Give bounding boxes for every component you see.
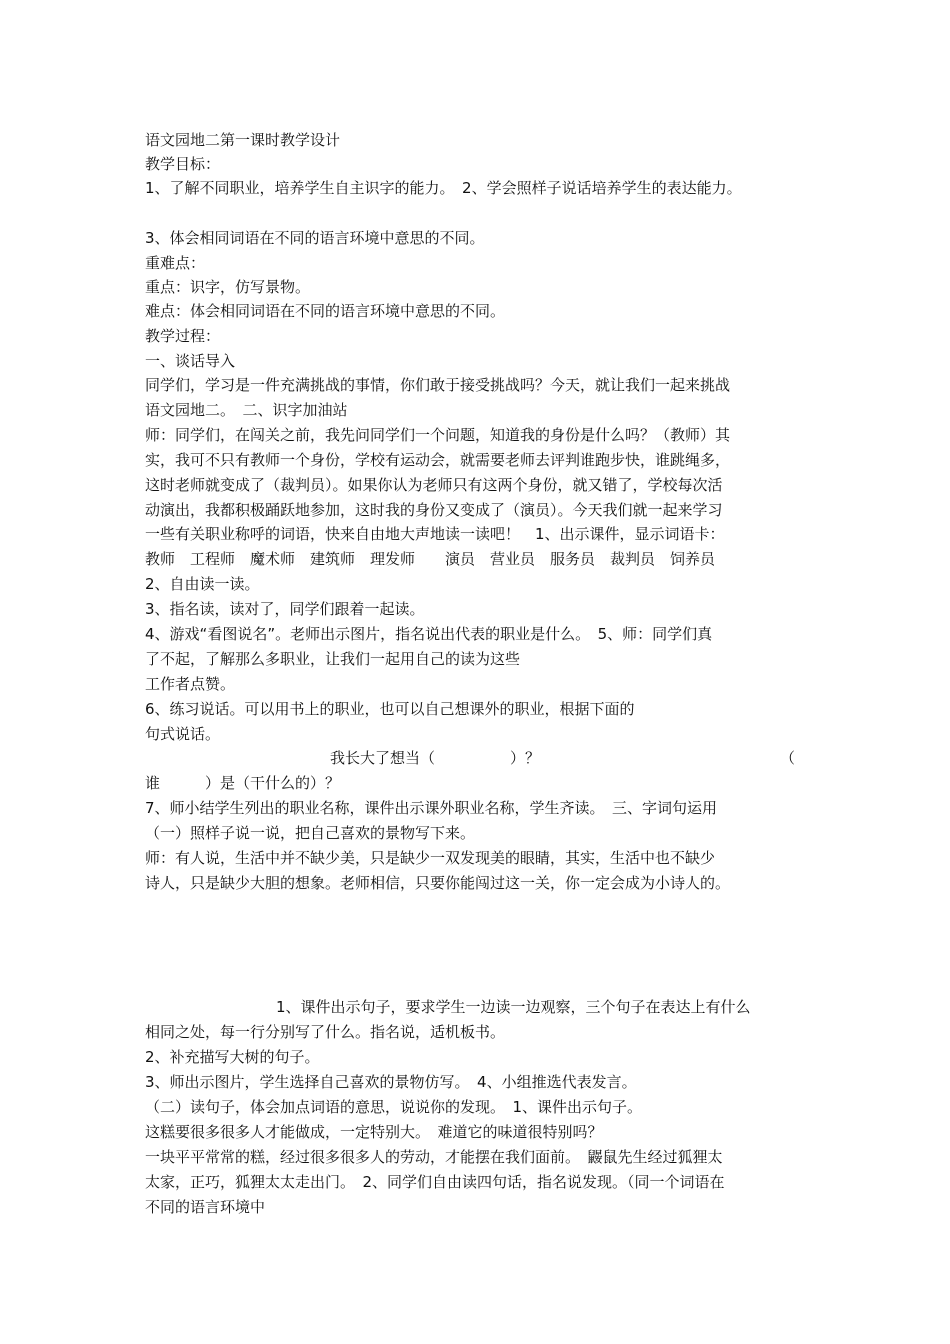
text-line: 一、谈话导入 <box>145 352 236 370</box>
text-line: 了不起，了解那么多职业，让我们一起用自己的读为这些 <box>145 650 521 668</box>
text-line: 4、游戏“看图说名”。老师出示图片，指名说出代表的职业是什么。 5、师：同学们真 <box>145 625 713 643</box>
sentence-pattern-bracket: （ <box>780 749 796 767</box>
page-title: 语文园地二第一课时教学设计 <box>145 131 341 149</box>
text-line: 师：有人说，生活中并不缺少美，只是缺少一双发现美的眼睛，其实，生活中也不缺少 <box>145 849 716 867</box>
text-line: 动演出，我都积极踊跃地参加，这时我的身份又变成了（演员）。今天我们就一起来学习 <box>145 501 723 519</box>
text-line: 重难点： <box>145 254 206 272</box>
text-line: 教学过程： <box>145 327 221 345</box>
text-line: 同学们，学习是一件充满挑战的事情，你们敢于接受挑战吗？今天，就让我们一起来挑战 <box>145 376 731 394</box>
text-line: 诗人，只是缺少大胆的想象。老师相信，只要你能闯过这一关，你一定会成为小诗人的。 <box>145 874 731 892</box>
text-line: 3、指名读，读对了，同学们跟着一起读。 <box>145 600 425 618</box>
text-line: 一块平平常常的糕，经过很多很多人的劳动，才能摆在我们面前。 鼹鼠先生经过狐狸太 <box>145 1148 723 1166</box>
text-line: 3、体会相同词语在不同的语言环境中意思的不同。 <box>145 229 485 247</box>
text-line: 7、师小结学生列出的职业名称，课件出示课外职业名称，学生齐读。 三、字词句运用 <box>145 799 718 817</box>
text-line: 6、练习说话。可以用书上的职业，也可以自己想课外的职业，根据下面的 <box>145 700 635 718</box>
text-line: 实，我可不只有教师一个身份，学校有运动会，就需要老师去评判谁跑步快，谁跳绳多， <box>145 451 731 469</box>
text-line: （二）读句子，体会加点词语的意思，说说你的发现。 1、课件出示句子。 <box>145 1098 643 1116</box>
sentence-pattern-1: 我长大了想当（ ）？ <box>330 749 541 767</box>
text-line: 不同的语言环境中 <box>145 1198 266 1216</box>
text-line: 重点：识字，仿写景物。 <box>145 278 311 296</box>
text-line: 这糕要很多很多人才能做成，一定特别大。 难道它的味道很特别吗？ <box>145 1123 603 1141</box>
text-line: 相同之处，每一行分别写了什么。指名说，适机板书。 <box>145 1023 506 1041</box>
text-line: 句式说话。 <box>145 725 221 743</box>
text-line: 一些有关职业称呼的词语，快来自由地大声地读一读吧！ 1、出示课件，显示词语卡： <box>145 525 725 543</box>
occupation-words: 教师 工程师 魔术师 建筑师 理发师 演员 营业员 服务员 裁判员 饲养员 <box>145 550 716 568</box>
text-line: 3、师出示图片，学生选择自己喜欢的景物仿写。 4、小组推选代表发言。 <box>145 1073 637 1091</box>
text-line: 1、了解不同职业，培养学生自主识字的能力。 2、学会照样子说话培养学生的表达能力。 <box>145 179 742 197</box>
text-line: 教学目标： <box>145 155 221 173</box>
text-line: （一）照样子说一说，把自己喜欢的景物写下来。 <box>145 824 476 842</box>
text-line: 这时老师就变成了（裁判员）。如果你认为老师只有这两个身份，就又错了，学校每次活 <box>145 476 723 494</box>
text-line: 2、自由读一读。 <box>145 575 260 593</box>
text-line: 太家，正巧，狐狸太太走出门。 2、同学们自由读四句话，指名说发现。（同一个词语在 <box>145 1173 725 1191</box>
text-line: 师：同学们，在闯关之前，我先问同学们一个问题，知道我的身份是什么吗？（教师）其 <box>145 426 731 444</box>
text-line: 1、课件出示句子，要求学生一边读一边观察，三个句子在表达上有什么 <box>276 998 751 1016</box>
text-line: 难点：体会相同词语在不同的语言环境中意思的不同。 <box>145 302 506 320</box>
text-line: 工作者点赞。 <box>145 675 236 693</box>
sentence-pattern-2: 谁 ）是（干什么的）？ <box>145 774 341 792</box>
text-line: 语文园地二。 二、识字加油站 <box>145 401 348 419</box>
text-line: 2、补充描写大树的句子。 <box>145 1048 320 1066</box>
